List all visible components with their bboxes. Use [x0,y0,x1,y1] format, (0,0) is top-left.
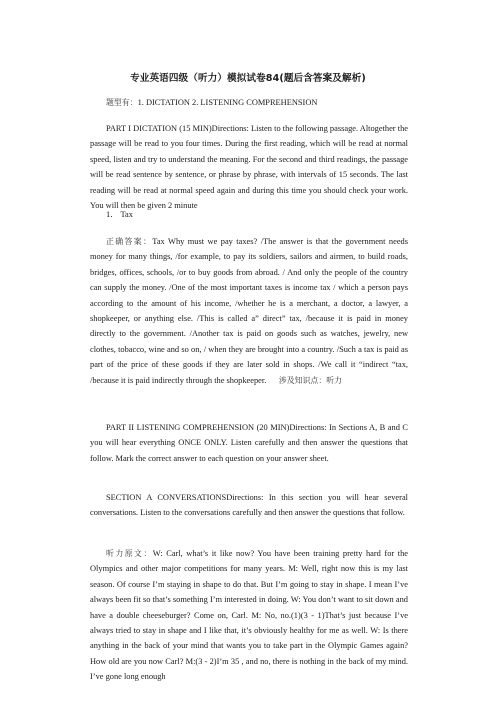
page-title: 专业英语四级（听力）模拟试卷84(题后含答案及解析) [130,73,366,84]
question-1-heading [106,208,133,220]
transcript-text: W: Carl, what’s it like now? You have been training pretty hard for the Olympics and other major competitions for many years. M: Well, right now this is my last season. Of course I’m staying in shape to do that. But I’m going to stay in shape. I mean I’ve always been fit so that’s something I’m interested in doing. W: You don’t want to sit down and have a double cheeseburger? Come on, Carl. M: No, no.(1)(3 - 1)That’s just because I’ve always tried to stay in shape and I like that, it’s obviously healthy for me as well. W: Is there anything in the back of your mind that wants you to take part in the Olympic Games again? How old are you now Carl? M:(3 - 2)I’m 35 , and no, there is nothing in the back of my mind. I’ve gone long enough [90,549,408,682]
knowledge-point-label: 涉及知识点：听力 [278,375,342,385]
transcript-label: 听力原文： [106,549,153,558]
part1-directions: PART I DICTATION (15 MIN)Directions: Listen to the following passage. Altogether the passage will be read to you four times. During the first reading, which will be read at normal speed, listen and try to understand the meaning. For the second and third readings, the passage will be read sentence by sentence, or phrase by phrase, with intervals of 15 seconds. The last reading will be read at normal speed again and during this time you should check your work. You will then be given 2 minute [90,124,408,211]
question-1-title: Tax [120,210,133,219]
question-1-number: 1． [106,210,119,219]
part2-directions: PART II LISTENING COMPREHENSION (20 MIN)Directions: In Sections A, B and C you will hear everything ONCE ONLY. Listen carefully and then answer the questions that follow. Mark the correct answer to each question on your answer sheet. [90,423,408,463]
question-types-value: 1. DICTATION 2. LISTENING COMPREHENSION [137,98,318,107]
question-types-label: 题型有： [106,98,138,107]
listening-transcript [90,546,408,685]
question-types-line [106,97,317,108]
answer-text: Tax Why must we pay taxes? /The answer is that the government needs money for many things, /for example, to pay its soldiers, sailors and airmen, to build roads, bridges, offices, schools, /or to buy goods from abroad. / And only the people of the country can supply the money. /One of the most important taxes is income tax / which a person pays according to the amount of his income, /whether he is a merchant, a doctor, a lawyer, a shopkeeper, or anything else. /This is called a” direct” tax, /because it is paid in money directly to the government. /Another tax is paid on goods such as watches, jewelry, new clothes, tobacco, wine and so on, / when they are brought into a country. /Such a tax is paid as part of the price of these goods if they are later sold in shops. /We call it “indirect “tax, /because it is paid indirectly through the shopkeeper. [90,237,408,385]
answer-block [90,234,408,388]
answer-label: 正确答案： [106,237,153,246]
section-a-directions: SECTION A CONVERSATIONSDirections: In this section you will hear several conversations. Listen to the conversations carefully and then answer the questions that follow. [90,493,408,518]
